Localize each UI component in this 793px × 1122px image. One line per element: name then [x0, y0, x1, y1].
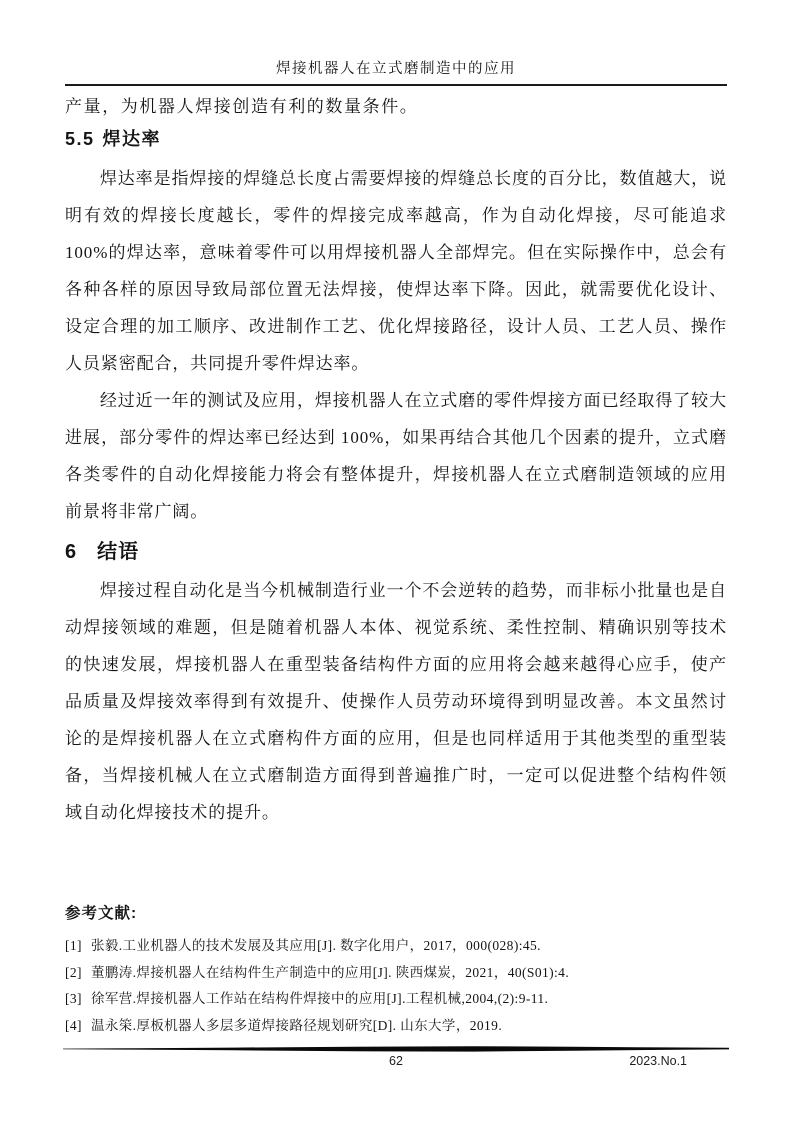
- paragraph: 经过近一年的测试及应用，焊接机器人在立式磨的零件焊接方面已经取得了较大进展，部分零件的焊达率已经达到 100%，如果再结合其他几个因素的提升，立式磨各类零件的自动化焊接能力将会有整体提升，焊接机器人在立式磨制造领域的应用前景将非常广阔。: [65, 391, 727, 521]
- section-6-number: 6: [65, 541, 78, 563]
- reference-label: [2]: [65, 964, 82, 980]
- footer-row: [63, 1054, 729, 1072]
- reference-item: [65, 960, 727, 987]
- paragraph: 焊接过程自动化是当今机械制造行业一个不会逆转的趋势，而非标小批量也是自动焊接领域的难题，但是随着机器人本体、视觉系统、柔性控制、精确识别等技术的快速发展，焊接机器人在重型装备结构件方面的应用将会越来越得心应手，使产品质量及焊接效率得到有效提升、使操作人员劳动环境得到明显改善。本文虽然讨论的是焊接机器人在立式磨构件方面的应用，但是也同样适用于其他类型的重型装备，当焊接机械人在立式磨制造方面得到普遍推广时，一定可以促进整个结构件领域自动化焊接技术的提升。: [65, 581, 727, 822]
- page-number: 62: [389, 1054, 403, 1068]
- reference-label: [1]: [65, 938, 82, 953]
- page-content: [65, 0, 727, 1039]
- reference-text: 温永筞.厚板机器人多层多道焊接路径规划研究[D]. 山东大学，2019.: [90, 1017, 503, 1033]
- section-6-heading: [65, 538, 727, 566]
- section-5-5-number: 5.5: [65, 129, 95, 149]
- footer-rule: [63, 1045, 729, 1054]
- running-title: 焊接机器人在立式磨制造中的应用: [276, 61, 516, 77]
- section-5-5-heading: [65, 126, 727, 152]
- reference-list: [65, 933, 727, 1039]
- header-rule: [65, 84, 727, 86]
- continuation-paragraph: 产量，为机器人焊接创造有利的数量条件。: [65, 97, 419, 116]
- reference-text: 张毅.工业机器人的技术发展及其应用[J]. 数字化用户，2017，000(028):45.: [90, 938, 541, 953]
- issue-label: 2023.No.1: [629, 1054, 687, 1068]
- reference-text: 董鹏涛.焊接机器人在结构件生产制造中的应用[J]. 陕西煤炭，2021，40(S01):4.: [90, 964, 570, 980]
- reference-text: 徐军营.焊接机器人工作站在结构件焊接中的应用[J].工程机械,2004,(2):9-11.: [90, 991, 549, 1006]
- section-6-title: 结语: [97, 541, 140, 563]
- reference-label: [3]: [65, 991, 82, 1006]
- reference-item: [65, 986, 727, 1013]
- running-header: [65, 0, 727, 86]
- reference-label: [4]: [65, 1017, 82, 1033]
- reference-item: [65, 933, 727, 960]
- section-5-5-title: 焊达率: [102, 129, 162, 149]
- references-heading: 参考文献:: [65, 905, 138, 922]
- reference-item: [65, 1013, 727, 1040]
- references-section: [65, 903, 727, 1039]
- page-footer: [63, 1045, 729, 1072]
- paragraph: 焊达率是指焊接的焊缝总长度占需要焊接的焊缝总长度的百分比，数值越大，说明有效的焊接长度越长，零件的焊接完成率越高，作为自动化焊接，尽可能追求 100%的焊达率，意味着零件可以用焊接机器人全部焊完。但在实际操作中，总会有各种各样的原因导致局部位置无法焊接，使焊达率下降。因此，就需要优化设计、设定合理的加工顺序、改进制作工艺、优化焊接路径，设计人员、工艺人员、操作人员紧密配合，共同提升零件焊达率。: [65, 169, 727, 373]
